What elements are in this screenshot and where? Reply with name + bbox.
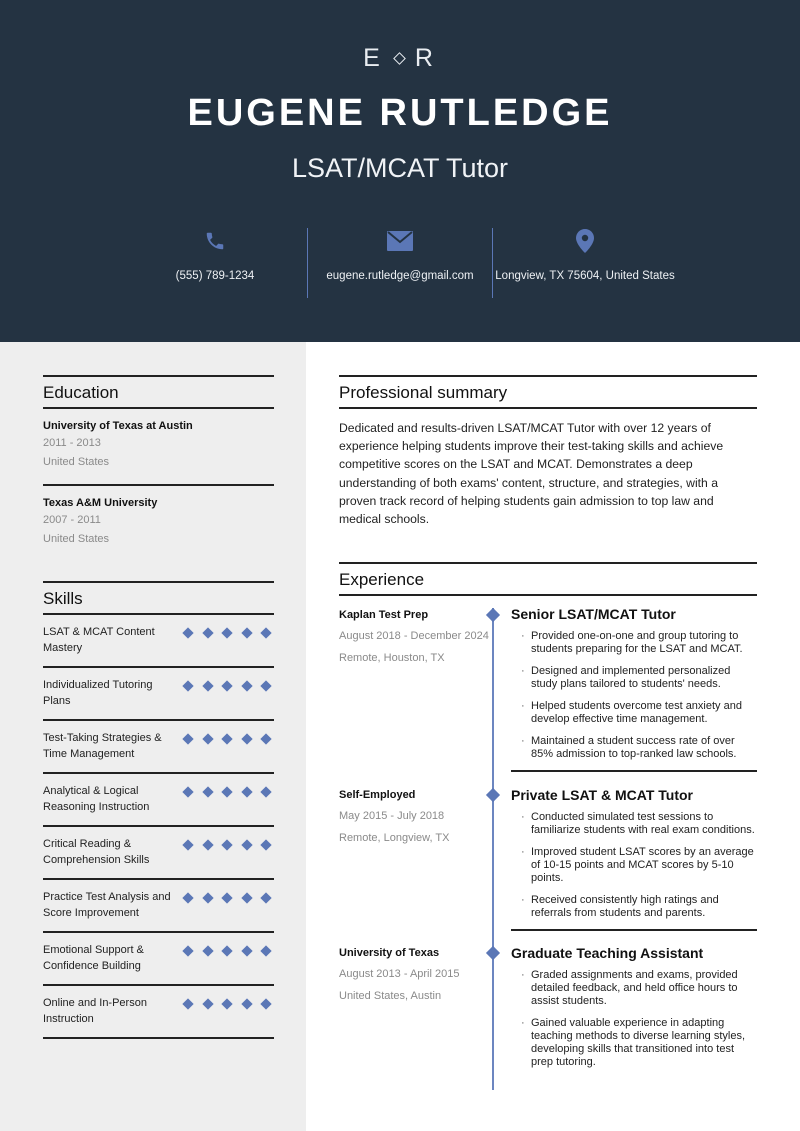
diamond-icon [393,52,406,65]
contact-bar [123,228,677,300]
rating-diamond-icon [260,839,271,850]
job-bullets [511,630,757,761]
skill-name: Individualized Tutoring Plans [43,679,153,707]
job-location: Remote, Houston, TX [339,652,445,665]
education-item [43,409,274,478]
rating-diamond-icon [202,945,213,956]
skill-name: Practice Test Analysis and Score Improvement [43,891,171,919]
rating-diamond-icon [202,998,213,1009]
school-name: University of Texas at Austin [43,420,193,432]
skill-row [43,615,274,668]
job-bullet: · Maintained a student success rate of over 85% admission to top-ranked law schools. [521,735,757,761]
job-dates: May 2015 - July 2018 [339,810,445,823]
contact-phone [123,228,307,300]
rating-diamond-icon [241,627,252,638]
rating-diamond-icon [182,627,193,638]
rating-diamond-icon [202,627,213,638]
education-heading: Education [43,375,274,409]
rating-diamond-icon [260,786,271,797]
school-name: Texas A&M University [43,497,158,509]
rating-diamond-icon [221,892,232,903]
job-role: Senior LSAT/MCAT Tutor [511,606,676,623]
skill-rating [183,677,274,691]
skill-rating [183,730,274,744]
rating-diamond-icon [260,892,271,903]
job-description [511,596,757,770]
rating-diamond-icon [241,680,252,691]
rating-diamond-icon [260,998,271,1009]
rating-diamond-icon [241,892,252,903]
job-details [339,596,499,770]
contact-location [493,228,677,300]
skill-row [43,721,274,774]
rating-diamond-icon [221,839,232,850]
skill-rating [183,783,274,797]
job-company: Self-Employed [339,789,416,802]
job-dates: August 2013 - April 2015 [339,968,460,981]
education-dates: 2011 - 2013 [43,437,101,449]
job-description [511,770,757,929]
rating-diamond-icon [182,839,193,850]
resume-header [0,0,800,342]
experience-heading: Experience [339,562,757,596]
job-company: University of Texas [339,947,440,960]
job-entry [339,929,757,1078]
job-bullets [511,811,757,920]
rating-diamond-icon [182,892,193,903]
job-bullet: · Received consistently high ratings and referrals from students and parents. [521,894,757,920]
job-entry [339,770,757,929]
skill-rating [183,836,274,850]
skill-row [43,668,274,721]
skill-name: Emotional Support & Confidence Building [43,944,144,972]
email-address: eugene.rutledge@gmail.com [326,270,474,282]
candidate-title: LSAT/MCAT Tutor [291,153,509,183]
candidate-name: EUGENE RUTLEDGE [187,92,613,134]
skill-rating [183,995,274,1009]
skill-name: LSAT & MCAT Content Mastery [43,626,155,654]
rating-diamond-icon [221,733,232,744]
skills-section [43,581,274,1039]
skill-name: Test-Taking Strategies & Time Management [43,732,162,760]
job-bullet: · Provided one-on-one and group tutoring to students preparing for the LSAT and MCAT. [521,630,757,656]
job-role: Graduate Teaching Assistant [511,945,704,962]
rating-diamond-icon [241,786,252,797]
rating-diamond-icon [221,945,232,956]
skill-row [43,774,274,827]
job-bullet: · Improved student LSAT scores by an average of 10-15 points and MCAT scores by 5-10 points. [521,846,757,885]
rating-diamond-icon [241,733,252,744]
skill-name: Online and In-Person Instruction [43,997,147,1025]
monogram-initial-last: R [414,44,437,72]
skill-row [43,880,274,933]
phone-icon [204,228,226,254]
summary-text: Dedicated and results-driven LSAT/MCAT Tutor with over 12 years of experience helping students improve their test-taking skills and achieve competitive scores on the LSAT and MCAT. Demonstrates a deep understanding of both exams' content, structure, and strategies, with a proven track record of helping students gain admission to top law and medical schools. [339,421,724,527]
rating-diamond-icon [182,786,193,797]
sidebar [0,342,306,1131]
summary-heading: Professional summary [339,375,757,409]
rating-diamond-icon [260,680,271,691]
job-role: Private LSAT & MCAT Tutor [511,787,693,804]
job-bullet: · Helped students overcome test anxiety and develop effective time management. [521,700,757,726]
skill-name: Critical Reading & Comprehension Skills [43,838,150,866]
job-location: Remote, Longview, TX [339,832,450,845]
map-pin-icon [576,228,594,254]
rating-diamond-icon [182,945,193,956]
job-details [339,770,499,929]
job-dates: August 2018 - December 2024 [339,630,489,643]
rating-diamond-icon [202,786,213,797]
rating-diamond-icon [202,680,213,691]
rating-diamond-icon [221,786,232,797]
job-description [511,929,757,1078]
rating-diamond-icon [241,945,252,956]
rating-diamond-icon [221,627,232,638]
rating-diamond-icon [260,945,271,956]
education-dates: 2007 - 2011 [43,514,101,526]
rating-diamond-icon [260,733,271,744]
job-bullet: · Conducted simulated test sessions to familiarize students with real exam conditions. [521,811,757,837]
skill-row [43,933,274,986]
rating-diamond-icon [202,892,213,903]
rating-diamond-icon [182,733,193,744]
skill-rating [183,624,274,638]
education-location: United States [43,533,110,545]
job-bullet: · Gained valuable experience in adapting teaching methods to diverse learning styles, developing skills that transitioned into test prep tutoring. [521,1017,757,1069]
education-item [43,484,274,555]
envelope-icon [387,228,413,254]
skill-row [43,986,274,1039]
rating-diamond-icon [241,998,252,1009]
job-company: Kaplan Test Prep [339,609,429,622]
job-bullet: · Designed and implemented personalized study plans tailored to students' needs. [521,665,757,691]
monogram [0,44,800,73]
experience-timeline [339,596,757,1078]
rating-diamond-icon [182,680,193,691]
skills-heading: Skills [43,581,274,615]
education-location: United States [43,456,110,468]
job-entry [339,596,757,770]
monogram-initial-first: E [363,44,384,72]
job-bullets [511,969,757,1069]
rating-diamond-icon [182,998,193,1009]
rating-diamond-icon [260,627,271,638]
rating-diamond-icon [221,998,232,1009]
rating-diamond-icon [221,680,232,691]
rating-diamond-icon [241,839,252,850]
job-bullet: · Graded assignments and exams, provided detailed feedback, and held office hours to assist students. [521,969,757,1008]
skill-rating [183,942,274,956]
skill-row [43,827,274,880]
rating-diamond-icon [202,839,213,850]
skill-name: Analytical & Logical Reasoning Instruction [43,785,150,813]
location-text: Longview, TX 75604, United States [495,270,675,282]
main-content [339,375,757,1078]
contact-email [308,228,492,300]
rating-diamond-icon [202,733,213,744]
education-section [43,375,274,555]
skill-rating [183,889,274,903]
job-details [339,929,499,1078]
job-location: United States, Austin [339,990,442,1003]
phone-number: (555) 789-1234 [175,270,255,282]
